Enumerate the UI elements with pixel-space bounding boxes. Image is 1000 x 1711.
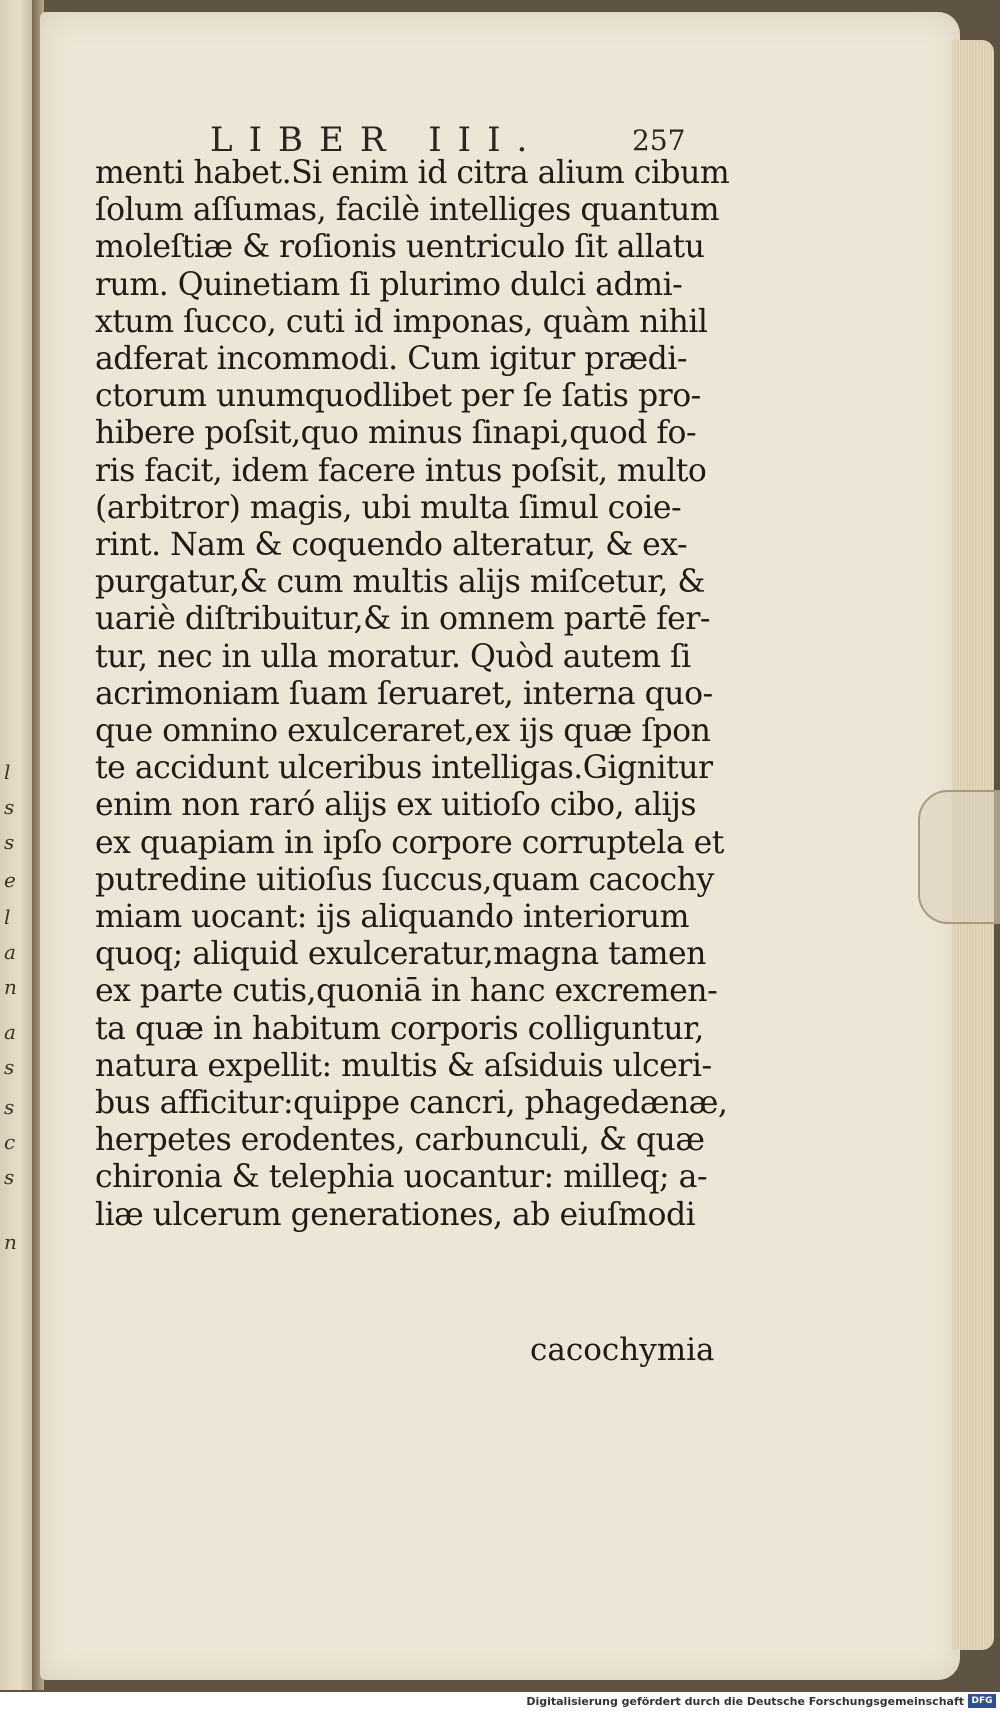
prev-page-fragment: n <box>4 975 17 999</box>
text-line: natura expellit: multis & aſsiduis ulceri- <box>95 1047 712 1084</box>
text-line: ex quapiam in ipſo corpore corruptela et <box>95 824 724 861</box>
text-line: uariè diſtribuitur,& in omnem partē fer- <box>95 601 711 638</box>
text-line: herpetes erodentes, carbunculi, & quæ <box>95 1122 705 1159</box>
running-header: LIBER III. <box>210 120 544 160</box>
prev-page-fragment: n <box>4 1230 17 1254</box>
book-clamp <box>918 790 1000 924</box>
text-line: enim non raró alijs ex uitioſo cibo, alijs <box>95 787 697 824</box>
text-line: hibere poſsit,quo minus ſinapi,quod fo- <box>95 415 697 452</box>
text-line: putredine uitioſus ſuccus,quam cacochy <box>95 861 714 898</box>
text-line: moleſtiæ & roſionis uentriculo ſit allatu <box>95 229 705 266</box>
body-text <box>95 155 730 1234</box>
text-line: adferat incommodi. Cum igitur prædi- <box>95 341 688 378</box>
text-line: acrimoniam ſuam ſeruaret, interna quo- <box>95 675 713 712</box>
text-line: xtum ſucco, cuti id imponas, quàm nihil <box>95 303 708 340</box>
text-line: bus afficitur:quippe cancri, phagedænæ, <box>95 1085 728 1122</box>
prev-page-fragment: a <box>4 940 16 964</box>
prev-page-fragment: e <box>4 868 16 892</box>
footer-credit: Digitalisierung gefördert durch die Deutsche Forschungsgemeinschaft <box>526 1695 964 1708</box>
text-line: rint. Nam & coquendo alteratur, & ex- <box>95 527 688 564</box>
text-line: rum. Quinetiam ſi plurimo dulci admi- <box>95 266 683 303</box>
prev-page-fragment: l <box>4 905 11 929</box>
text-line: ctorum unumquodlibet per ſe ſatis pro- <box>95 378 701 415</box>
prev-page-fragment: s <box>4 1055 15 1079</box>
text-line: purgatur,& cum multis alijs miſcetur, & <box>95 564 705 601</box>
text-line: tur, nec in ulla moratur. Quòd autem ſi <box>95 638 691 675</box>
prev-page-fragment: l <box>4 760 11 784</box>
text-line: ſolum aſſumas, facilè intelliges quantum <box>95 192 720 229</box>
text-line: ris facit, idem facere intus poſsit, multo <box>95 452 707 489</box>
text-line: (arbitror) magis, ubi multa ſimul coie- <box>95 489 682 526</box>
prev-page-fragment: c <box>4 1130 16 1154</box>
prev-page-fragment: a <box>4 1020 16 1044</box>
text-line: te accidunt ulceribus intelligas.Gignitur <box>95 750 713 787</box>
text-line: chironia & telephia uocantur: milleq; a- <box>95 1159 708 1196</box>
prev-page-fragment: s <box>4 1095 15 1119</box>
prev-page-fragment: s <box>4 1165 15 1189</box>
catchword: cacochymia <box>530 1332 715 1368</box>
text-line: liæ ulcerum generationes, ab eiuſmodi <box>95 1196 696 1233</box>
text-line: ex parte cutis,quoniā in hanc excremen- <box>95 973 718 1010</box>
page-number: 257 <box>632 124 686 157</box>
text-line: quoq; aliquid exulceratur,magna tamen <box>95 936 706 973</box>
text-line: ta quæ in habitum corporis colliguntur, <box>95 1010 704 1047</box>
dfg-logo: DFG <box>968 1694 996 1708</box>
prev-page-fragment: s <box>4 795 15 819</box>
prev-page-fragment: s <box>4 830 15 854</box>
text-line: que omnino exulceraret,ex ijs quæ ſpon <box>95 713 711 750</box>
text-line: miam uocant: ijs aliquando interiorum <box>95 899 689 936</box>
text-line: menti habet.Si enim id citra alium cibum <box>95 155 730 191</box>
